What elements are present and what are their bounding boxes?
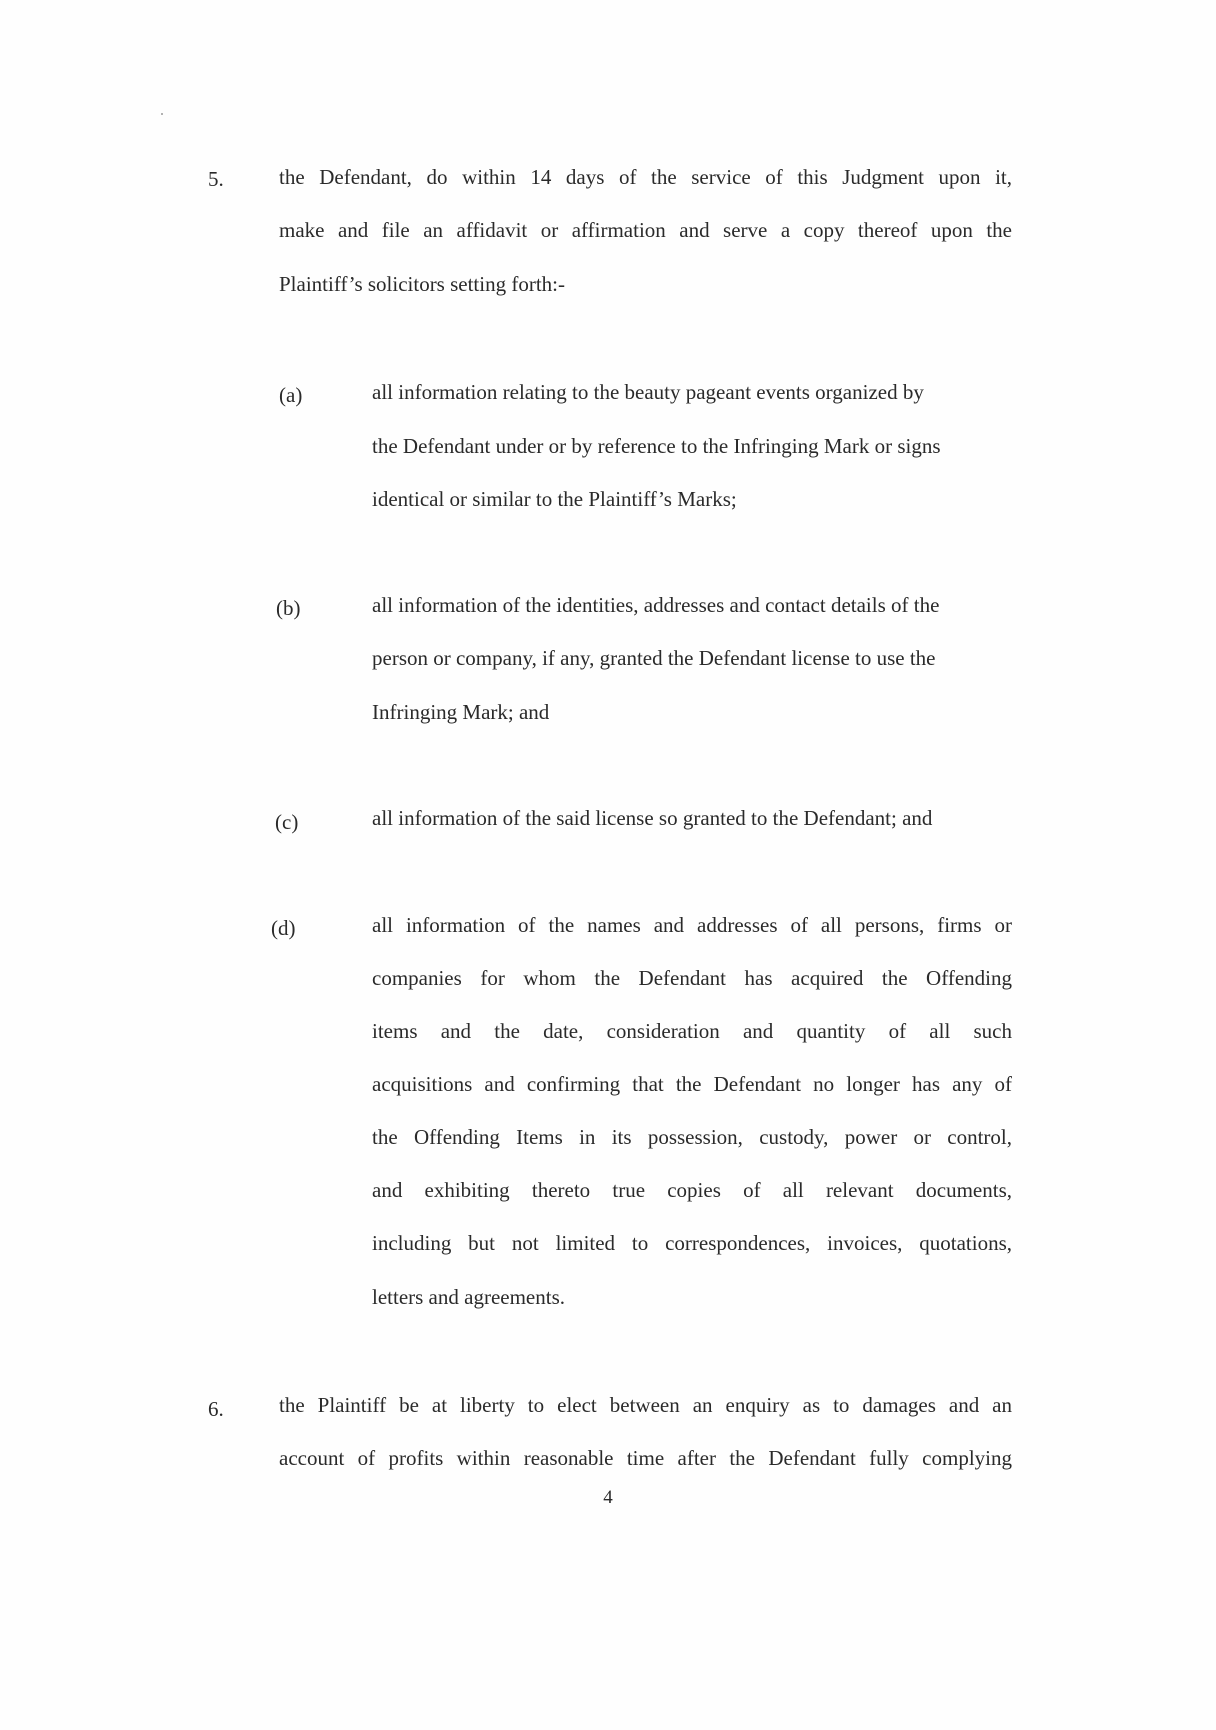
paragraph-6-line-2: account of profits within reasonable time after the Defendant fully complying — [279, 1446, 1012, 1470]
item-d-line-7: including but not limited to correspondences, invoices, quotations, — [372, 1231, 1012, 1255]
paragraph-6-line-1: the Plaintiff be at liberty to elect between an enquiry as to damages and an — [279, 1393, 1012, 1417]
paragraph-5-line-3: Plaintiff’s solicitors setting forth:- — [279, 272, 566, 296]
item-d-line-3: items and the date, consideration and quantity of all such — [372, 1019, 1012, 1043]
item-a-label: (a) — [279, 383, 303, 407]
paragraph-6-number: 6. — [208, 1397, 224, 1421]
item-a-line-1: all information relating to the beauty pageant events organized by — [372, 380, 924, 404]
item-d-line-5: the Offending Items in its possession, custody, power or control, — [372, 1125, 1012, 1149]
paragraph-5-line-2: make and file an affidavit or affirmation and serve a copy thereof upon the — [279, 218, 1012, 242]
item-d-line-2: companies for whom the Defendant has acquired the Offending — [372, 966, 1012, 990]
item-c-label: (c) — [275, 810, 299, 834]
item-d-line-6: and exhibiting thereto true copies of all relevant documents, — [372, 1178, 1012, 1202]
item-b-label: (b) — [276, 596, 301, 620]
page-number: 4 — [603, 1487, 613, 1508]
item-d-line-4: acquisitions and confirming that the Defendant no longer has any of — [372, 1072, 1012, 1096]
item-c-line-1: all information of the said license so granted to the Defendant; and — [372, 806, 933, 830]
item-a-line-2: the Defendant under or by reference to the Infringing Mark or signs — [372, 434, 941, 458]
item-d-line-1: all information of the names and addresses of all persons, firms or — [372, 913, 1012, 937]
item-b-line-1: all information of the identities, addresses and contact details of the — [372, 593, 940, 617]
item-b-line-2: person or company, if any, granted the Defendant license to use the — [372, 646, 936, 670]
paragraph-5-line-1: the Defendant, do within 14 days of the service of this Judgment upon it, — [279, 165, 1012, 189]
item-d-label: (d) — [271, 916, 296, 940]
item-a-line-3: identical or similar to the Plaintiff’s Marks; — [372, 487, 737, 511]
paragraph-5-number: 5. — [208, 167, 224, 191]
item-d-line-8: letters and agreements. — [372, 1285, 565, 1309]
item-b-line-3: Infringing Mark; and — [372, 700, 550, 724]
scan-speck — [161, 113, 163, 115]
